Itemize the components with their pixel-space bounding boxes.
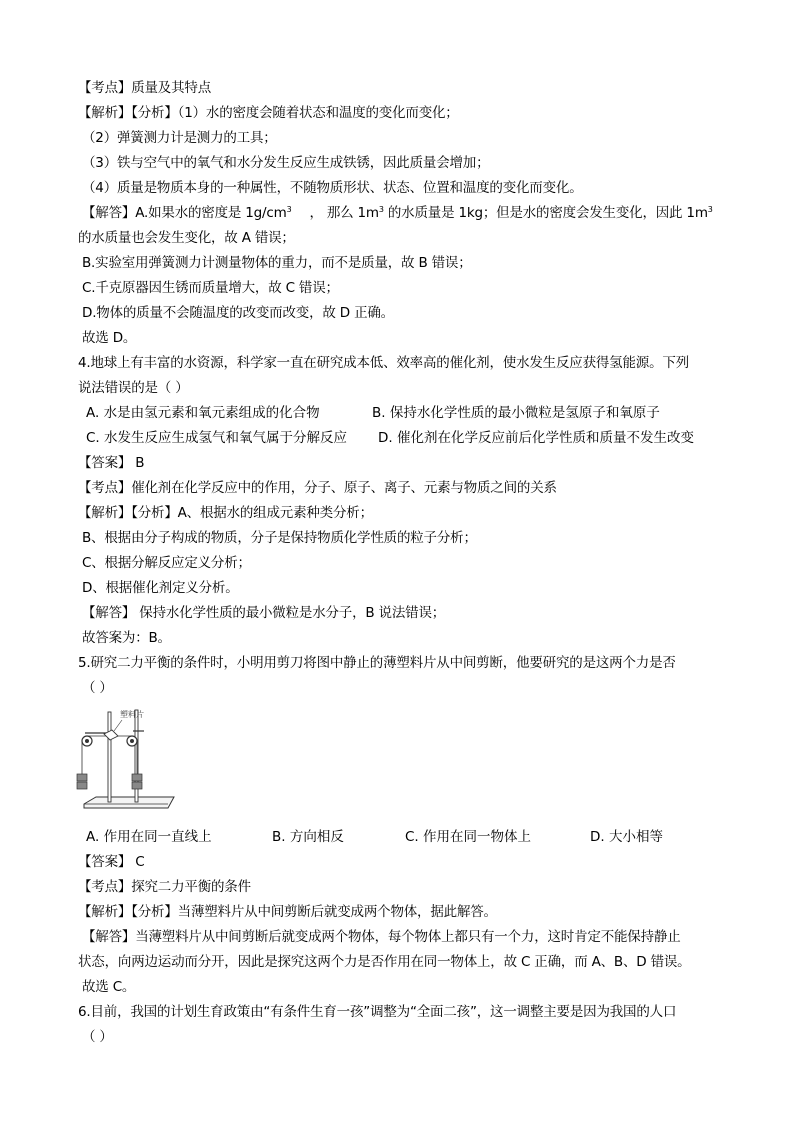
q4-fenxi-b: B、根据由分子构成的物质，分子是保持物质化学性质的粒子分析； bbox=[82, 530, 477, 546]
apparatus-diagram bbox=[76, 704, 176, 816]
q3-jieda-a-part1: 【解答】A.如果水的密度是 1g/cm bbox=[82, 205, 287, 221]
q6-stem-line1: 6.目前，我国的计划生育政策由“有条件生育一孩”调整为“全面二孩”，这一调整主要是因为我国的人口 bbox=[78, 1004, 677, 1020]
figure-label: 塑料片 bbox=[120, 710, 144, 719]
q5-answer: 【答案】 C bbox=[78, 854, 145, 870]
q4-option-d: D. 催化剂在化学反应前后化学性质和质量不发生改变 bbox=[378, 430, 694, 446]
q4-option-c: C. 水发生反应生成氢气和氧气属于分解反应 bbox=[86, 430, 348, 446]
q3-jieda-a-part3: 的水质量是 1kg；但是水的密度会发生变化，因此 1m bbox=[383, 205, 708, 221]
q3-jieda-d: D.物体的质量不会随温度的改变而改变，故 D 正确。 bbox=[82, 305, 394, 321]
q4-conclusion: 故答案为：B。 bbox=[82, 630, 171, 646]
q4-kaodian: 【考点】催化剂在化学反应中的作用，分子、原子、离子、元素与物质之间的关系 bbox=[78, 480, 557, 496]
q3-jieda-a-line2: 的水质量也会发生变化，故 A 错误； bbox=[78, 230, 295, 246]
q4-answer: 【答案】 B bbox=[78, 455, 145, 471]
q4-fenxi-d: D、根据催化剂定义分析。 bbox=[82, 580, 239, 596]
q5-fenxi: 【解析】【分析】当薄塑料片从中间剪断后就变成两个物体，据此解答。 bbox=[78, 904, 497, 920]
q3-conclusion: 故选 D。 bbox=[82, 330, 137, 346]
q4-fenxi-a: 【解析】【分析】A、根据水的组成元素种类分析； bbox=[78, 505, 373, 521]
q3-kaodian: 【考点】质量及其特点 bbox=[78, 80, 211, 96]
q6-stem-line2: （ ） bbox=[82, 1029, 113, 1045]
q5-option-a: A. 作用在同一直线上 bbox=[86, 829, 212, 845]
q5-kaodian: 【考点】探究二力平衡的条件 bbox=[78, 879, 251, 895]
q5-option-d: D. 大小相等 bbox=[590, 829, 663, 845]
q4-jieda: 【解答】 保持水化学性质的最小微粒是水分子，B 说法错误； bbox=[82, 605, 446, 621]
q5-jieda-line2: 状态，向两边运动而分开，因此是探究这两个力是否作用在同一物体上，故 C 正确，而 A、B、D 错误。 bbox=[78, 954, 691, 970]
q3-jieda-b: B.实验室用弹簧测力计测量物体的重力，而不是质量，故 B 错误； bbox=[82, 255, 472, 271]
q4-option-b: B. 保持水化学性质的最小微粒是氢原子和氧原子 bbox=[372, 405, 660, 421]
q4-stem-line1: 4.地球上有丰富的水资源，科学家一直在研究成本低、效率高的催化剂，使水发生反应获得氢能源。下列 bbox=[78, 355, 689, 371]
q3-jieda-a-part2: ， 那么 1m bbox=[309, 205, 379, 221]
q4-option-a: A. 水是由氢元素和氧元素组成的化合物 bbox=[86, 405, 320, 421]
q3-fenxi-4: （4）质量是物质本身的一种属性，不随物质形状、状态、位置和温度的变化而变化。 bbox=[82, 180, 583, 196]
superscript: 3 bbox=[286, 205, 292, 214]
q3-fenxi-2: （2）弹簧测力计是测力的工具； bbox=[82, 130, 277, 146]
q5-option-b: B. 方向相反 bbox=[272, 829, 344, 845]
q5-jieda-line1: 【解答】当薄塑料片从中间剪断后就变成两个物体，每个物体上都只有一个力，这时肯定不能保持静止 bbox=[82, 929, 681, 945]
q3-fenxi-3: （3）铁与空气中的氧气和水分发生反应生成铁锈，因此质量会增加； bbox=[82, 155, 490, 171]
q5-option-c: C. 作用在同一物体上 bbox=[405, 829, 532, 845]
q4-stem-line2: 说法错误的是（ ） bbox=[78, 380, 189, 396]
q3-fenxi-1: 【解析】【分析】（1）水的密度会随着状态和温度的变化而变化； bbox=[78, 105, 459, 121]
superscript: 3 bbox=[378, 205, 384, 214]
q5-stem-line1: 5.研究二力平衡的条件时，小明用剪刀将图中静止的薄塑料片从中间剪断，他要研究的是这两个力是否 bbox=[78, 655, 676, 671]
q4-fenxi-c: C、根据分解反应定义分析； bbox=[82, 555, 251, 571]
q5-conclusion: 故选 C。 bbox=[82, 979, 136, 995]
superscript: 3 bbox=[707, 205, 713, 214]
q3-jieda-c: C.千克原器因生锈而质量增大，故 C 错误； bbox=[82, 280, 339, 296]
two-force-balance-apparatus-figure bbox=[76, 704, 176, 816]
q3-jieda-a bbox=[82, 204, 713, 222]
q5-stem-line2: （ ） bbox=[82, 680, 113, 696]
